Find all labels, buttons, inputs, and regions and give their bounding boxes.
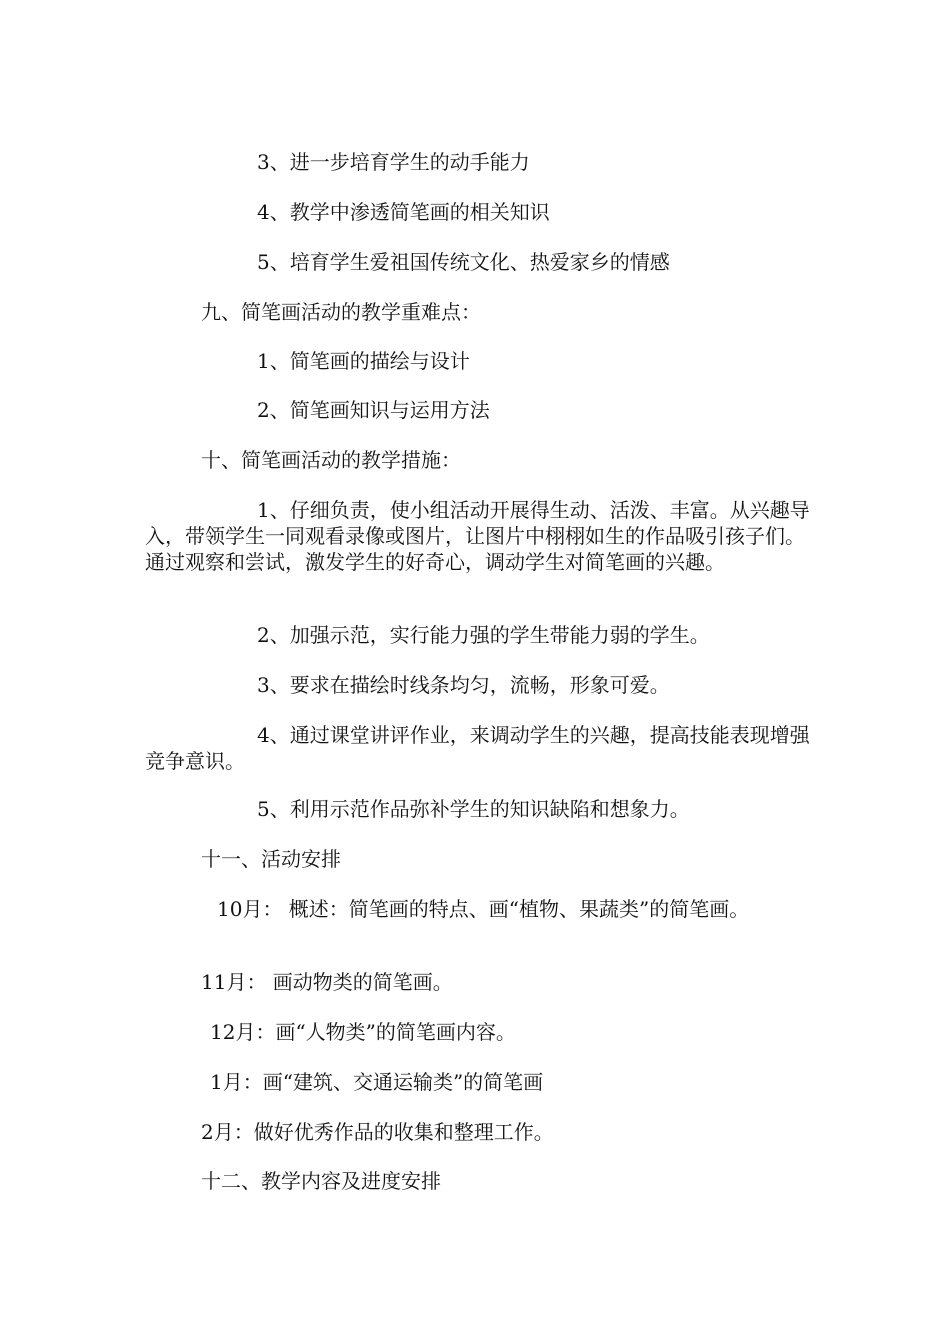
- schedule-november: 11月： 画动物类的简笔画。: [201, 970, 453, 994]
- goal-item-4: 4、教学中渗透简笔画的相关知识: [257, 200, 550, 224]
- schedule-february: 2月：做好优秀作品的收集和整理工作。: [201, 1120, 554, 1144]
- goal-item-3: 3、进一步培育学生的动手能力: [257, 150, 530, 174]
- section-9-heading: 九、简笔画活动的教学重难点：: [201, 300, 481, 324]
- schedule-january: 1月：画“建筑、交通运输类”的简笔画: [210, 1070, 544, 1094]
- section-10-item-4: 4、通过课堂讲评作业，来调动学生的兴趣，提高技能表现增强竞争意识。: [145, 723, 810, 773]
- section-10-item-1: 1、仔细负责，使小组活动开展得生动、活泼、丰富。从兴趣导入，带领学生一同观看录像或图片，让图片中栩栩如生的作品吸引孩子们。通过观察和尝试，激发学生的好奇心，调动学生对简笔画的兴趣。: [145, 498, 810, 574]
- section-9-item-1: 1、简笔画的描绘与设计: [257, 349, 470, 373]
- section-12-heading: 十二、教学内容及进度安排: [201, 1169, 441, 1193]
- section-10-heading: 十、简笔画活动的教学措施：: [201, 448, 461, 472]
- section-10-item-2: 2、加强示范，实行能力强的学生带能力弱的学生。: [257, 623, 710, 647]
- schedule-october: 10月： 概述：简笔画的特点、画“植物、果蔬类”的简笔画。: [217, 897, 750, 921]
- section-10-item-5: 5、利用示范作品弥补学生的知识缺陷和想象力。: [257, 797, 690, 821]
- goal-item-5: 5、培育学生爱祖国传统文化、热爱家乡的情感: [257, 250, 670, 274]
- schedule-december: 12月：画“人物类”的简笔画内容。: [210, 1020, 516, 1044]
- section-9-item-2: 2、简笔画知识与运用方法: [257, 398, 490, 422]
- section-11-heading: 十一、活动安排: [201, 847, 341, 871]
- section-10-item-3: 3、要求在描绘时线条均匀，流畅，形象可爱。: [257, 673, 670, 697]
